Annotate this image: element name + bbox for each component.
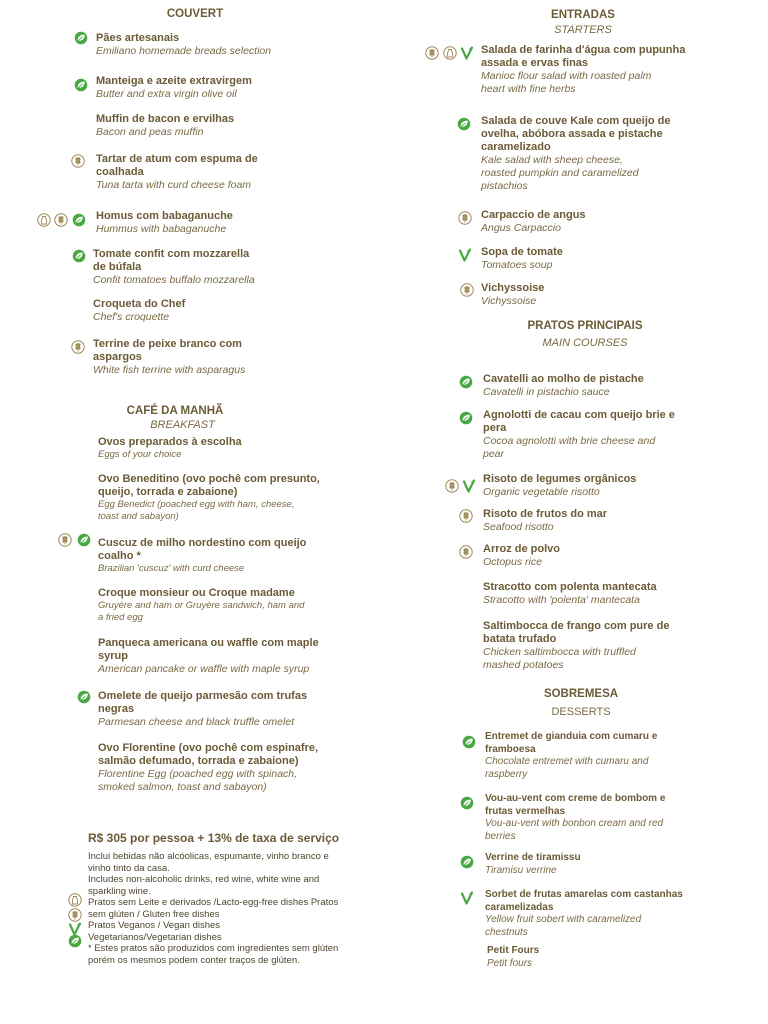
menu-item [485, 793, 665, 843]
item-translation: Egg Benedict (poached egg with ham, cheese, toast and sabayon) [98, 499, 295, 522]
menu-item [485, 731, 657, 781]
item-translation: Yellow fruit sobert with caramelized chestnuts [485, 914, 642, 938]
item-translation: Chef's croquette [93, 311, 170, 323]
menu-item [485, 852, 581, 877]
item-translation: Florentine Egg (poached egg with spinach, smoked salmon, toast and sabayon) [98, 768, 298, 793]
item-name: Verrine de tiramissu [485, 852, 581, 863]
item-name: Homus com babaganuche [96, 210, 233, 222]
item-name: Salada de farinha d'água com pupunha assada e ervas finas [481, 44, 686, 69]
item-translation: American pancake or waffle with maple syrup [98, 663, 310, 675]
vegan-icon [460, 46, 474, 60]
menu-item [481, 44, 685, 96]
item-translation: Confit tomatoes buffalo mozzarella [93, 274, 255, 286]
item-name: Ovo Florentine (ovo pochê com espinafre, salmão defumado, torrada e zabaione) [98, 742, 319, 767]
lacto-free-icon [443, 46, 457, 60]
menu-item [481, 115, 671, 193]
item-translation: Angus Carpaccio [481, 222, 561, 234]
item-name: Vou-au-vent com creme de bombom e frutas vermelhas [485, 793, 666, 817]
item-name: Cavatelli ao molho de pistache [483, 373, 644, 385]
item-translation: Tiramisu verrine [485, 864, 557, 876]
item-translation: Vichyssoise [481, 295, 537, 307]
menu-item [481, 246, 563, 272]
vegetarian-icon [460, 855, 474, 869]
item-name: Ovo Beneditino (ovo pochê com presunto, queijo, torrada e zabaione) [98, 473, 320, 498]
item-name: Croque monsieur ou Croque madame [98, 587, 295, 599]
gluten-free-icon [68, 893, 82, 907]
breakfast-title: CAFÉ DA MANHÃ [126, 405, 224, 417]
mains-subtitle: MAIN COURSES [542, 337, 628, 349]
gluten-free-icon [71, 340, 85, 354]
menu-item [487, 945, 539, 970]
gluten-free-icon [425, 46, 439, 60]
item-name: Pães artesanais [96, 32, 180, 44]
gluten-free-icon [460, 283, 474, 297]
item-translation: Tuna tarta with curd cheese foam [96, 179, 252, 191]
breakfast-subtitle: BREAKFAST [150, 419, 215, 431]
price-line: R$ 305 por pessoa + 13% de taxa de serviço [88, 831, 340, 845]
item-translation: Stracotto with 'polenta' mantecata [483, 594, 640, 606]
footnote: * Estes pratos são produzidos com ingredientes sem glúten porém os mesmos podem conter traços de glúten. [88, 943, 339, 966]
item-name: Saltimbocca de frango com pure de batata trufado [483, 620, 670, 645]
item-translation: Manioc flour salad with roasted palm heart with fine herbs [481, 70, 652, 95]
menu-item [98, 637, 319, 676]
menu-item [96, 153, 258, 192]
item-translation: Octopus rice [483, 556, 542, 568]
vegetarian-icon [462, 735, 476, 749]
item-translation: Gruyère and ham or Gruyère sandwich, ham and a fried egg [98, 600, 305, 623]
item-name: Muffin de bacon e ervilhas [96, 113, 235, 125]
menu-item [485, 889, 683, 939]
menu-item [93, 248, 255, 287]
item-translation: Cocoa agnolotti with brie cheese and pear [483, 435, 656, 460]
menu-item [93, 298, 185, 324]
item-translation: Emiliano homemade breads selection [96, 45, 272, 57]
desserts-subtitle: DESSERTS [551, 706, 611, 718]
item-name: Omelete de queijo parmesão com trufas negras [98, 690, 308, 715]
item-name: Croqueta do Chef [93, 298, 186, 310]
item-name: Entremet de gianduia com cumaru e framboesa [485, 731, 658, 755]
item-name: Risoto de legumes orgânicos [483, 473, 637, 485]
item-name: Panqueca americana ou waffle com maple syrup [98, 637, 319, 662]
menu-item [98, 436, 242, 461]
vegetarian-icon [77, 533, 91, 547]
menu-item [483, 508, 607, 534]
item-name: Salada de couve Kale com queijo de ovelha, abóbora assada e pistache caramelizado [481, 115, 671, 153]
desserts-title: SOBREMESA [543, 688, 619, 700]
couvert-title: COUVERT [166, 8, 224, 20]
item-translation: Eggs of your choice [98, 449, 182, 460]
item-translation: Brazilian 'cuscuz' with curd cheese [98, 563, 245, 574]
legend-veg: Vegetarianos/Vegetarian dishes [88, 931, 222, 943]
item-name: Stracotto com polenta mantecata [483, 581, 657, 593]
vegan-icon [458, 248, 472, 262]
gluten-free-icon [54, 213, 68, 227]
menu-item [483, 473, 636, 499]
menu-item [96, 113, 234, 139]
item-name: Agnolotti de cacau com queijo brie e pera [483, 409, 675, 434]
gluten-free-icon [68, 908, 82, 922]
menu-item [483, 373, 644, 399]
menu-item [483, 620, 669, 672]
menu-item [96, 32, 271, 58]
starters-subtitle: STARTERS [554, 24, 612, 36]
item-translation: Seafood risotto [483, 521, 554, 533]
menu-item [98, 537, 306, 575]
menu-item [483, 543, 560, 569]
item-translation: Hummus with babaganuche [96, 223, 227, 235]
vegetarian-icon [460, 796, 474, 810]
menu-item [483, 409, 675, 461]
item-translation: Butter and extra virgin olive oil [96, 88, 237, 100]
item-name: Arroz de polvo [483, 543, 561, 555]
item-translation: Tomatoes soup [481, 259, 553, 271]
menu-item [96, 210, 233, 236]
menu-item [481, 282, 544, 308]
item-name: Sorbet de frutas amarelas com castanhas caramelizadas [485, 889, 683, 913]
item-translation: Chocolate entremet with cumaru and raspberry [485, 756, 649, 780]
legend-lacto: Pratos sem Leite e derivados /Lacto-egg-free dishes Pratos [88, 897, 339, 908]
item-translation: Chicken saltimbocca with truffled mashed potatoes [483, 646, 636, 671]
item-name: Ovos preparados à escolha [98, 436, 242, 448]
includes-pt: Inclui bebidas não alcóolicas, espumante, vinho branco e vinho tinto da casa. [88, 851, 329, 874]
vegetarian-icon [459, 375, 473, 389]
item-name: Tartar de atum com espuma de coalhada [96, 153, 258, 178]
vegetarian-icon [459, 411, 473, 425]
vegan-icon [462, 479, 476, 493]
menu-item [483, 581, 657, 607]
vegan-icon [460, 891, 474, 905]
item-translation: Organic vegetable risotto [483, 486, 600, 498]
item-translation: Bacon and peas muffin [96, 126, 204, 138]
menu-item [98, 473, 320, 523]
vegetarian-icon [72, 249, 86, 263]
includes-en: Includes non-alcoholic drinks, red wine, white wine and sparkling wine. [88, 874, 320, 897]
menu-item [98, 690, 307, 729]
item-translation: White fish terrine with asparagus [93, 364, 246, 376]
vegetarian-icon [74, 31, 88, 45]
item-name: Risoto de frutos do mar [483, 508, 608, 520]
gluten-free-icon [459, 545, 473, 559]
item-name: Vichyssoise [481, 282, 545, 294]
mains-title: PRATOS PRINCIPAIS [527, 320, 643, 332]
item-name: Tomate confit com mozzarella de búfala [93, 248, 250, 273]
item-translation: Cavatelli in pistachio sauce [483, 386, 610, 398]
gluten-free-icon [71, 154, 85, 168]
legend-gluten: sem glúten / Gluten free dishes [88, 908, 220, 920]
item-translation: Vou-au-vent with bonbon cream and red berries [485, 818, 664, 842]
item-name: Petit Fours [487, 945, 540, 956]
starters-title: ENTRADAS [551, 9, 615, 21]
menu-item [93, 338, 245, 377]
menu-item [98, 742, 318, 794]
lacto-free-icon [37, 213, 51, 227]
vegetarian-icon [77, 690, 91, 704]
vegetarian-icon [74, 78, 88, 92]
gluten-free-icon [445, 479, 459, 493]
item-translation: Parmesan cheese and black truffle omelet [98, 716, 295, 728]
item-name: Manteiga e azeite extravirgem [96, 75, 252, 87]
menu-item [98, 587, 304, 624]
notes-block [88, 851, 388, 966]
item-name: Terrine de peixe branco com aspargos [93, 338, 242, 363]
gluten-free-icon [458, 211, 472, 225]
vegetarian-icon [72, 213, 86, 227]
menu-item [481, 209, 586, 235]
legend-vegan: Pratos Veganos / Vegan dishes [88, 920, 221, 931]
vegetarian-icon [68, 934, 82, 948]
gluten-free-icon [459, 509, 473, 523]
item-name: Carpaccio de angus [481, 209, 586, 221]
item-translation: Petit fours [487, 957, 533, 969]
item-translation: Kale salad with sheep cheese, roasted pumpkin and caramelized pistachios [481, 154, 639, 192]
gluten-free-icon [58, 533, 72, 547]
vegetarian-icon [457, 117, 471, 131]
item-name: Sopa de tomate [481, 246, 563, 258]
menu-item [96, 75, 252, 101]
item-name: Cuscuz de milho nordestino com queijo coalho * [98, 537, 307, 562]
